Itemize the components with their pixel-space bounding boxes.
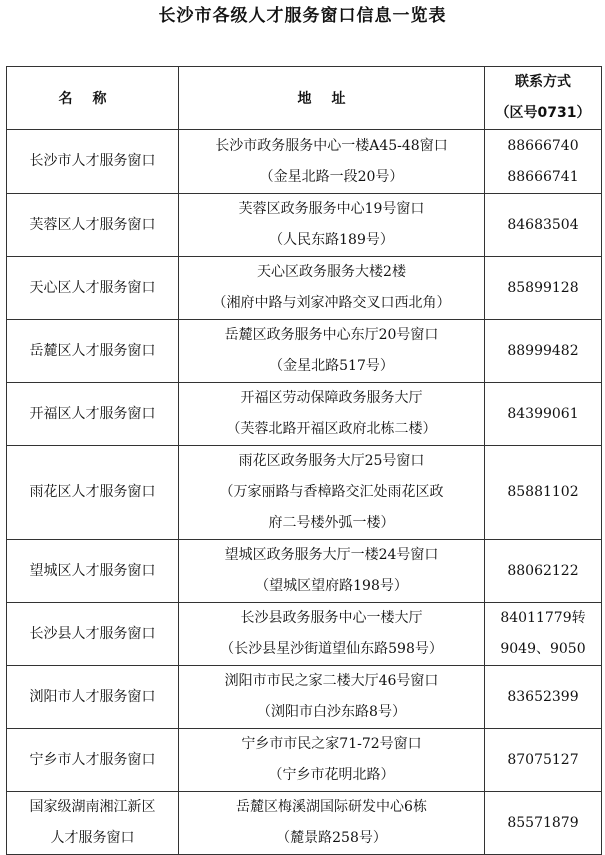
cell-name-line: 开福区人才服务窗口	[29, 405, 156, 422]
table-row	[7, 257, 602, 320]
table-row	[7, 446, 602, 540]
table-row	[7, 603, 602, 666]
cell-phone	[485, 540, 602, 603]
cell-name-line: 望城区人才服务窗口	[29, 562, 156, 579]
cell-phone	[485, 729, 602, 792]
cell-address-line: （芙蓉北路开福区政府北栋二楼）	[226, 421, 437, 437]
table-row	[7, 540, 602, 603]
cell-phone	[485, 130, 602, 194]
cell-phone-line: 88666740	[507, 137, 579, 154]
cell-phone-line: 88999482	[507, 342, 579, 359]
cell-address-line: 长沙县政务服务中心一楼大厅	[240, 610, 423, 626]
cell-address-line: （长沙县星沙街道望仙东路598号）	[220, 641, 443, 657]
cell-address-line: 岳麓区政务服务中心东厅20号窗口	[224, 327, 439, 343]
cell-name-line: 雨花区人才服务窗口	[29, 484, 156, 500]
cell-phone	[485, 194, 602, 257]
cell-phone-line: 83652399	[507, 688, 579, 705]
cell-name	[7, 320, 179, 383]
cell-address-line: （金星北路一段20号）	[259, 168, 404, 185]
cell-name	[7, 257, 179, 320]
header-contact-line2: （区号0731）	[495, 105, 591, 121]
cell-name-line: 岳麓区人才服务窗口	[29, 342, 156, 359]
cell-address-line: 雨花区政务服务大厅25号窗口	[238, 453, 425, 469]
cell-address-line: （金星北路517号）	[269, 358, 394, 374]
cell-phone-line: 85571879	[507, 814, 579, 831]
table-row	[7, 320, 602, 383]
table-row	[7, 729, 602, 792]
cell-address-line: 天心区政务服务大楼2楼	[257, 264, 406, 280]
cell-name-line: 国家级湖南湘江新区	[29, 799, 156, 815]
cell-phone-line: 88666741	[507, 168, 579, 185]
cell-address-line: （浏阳市白沙东路8号）	[257, 704, 406, 720]
cell-address-line: 开福区劳动保障政务服务大厅	[240, 390, 423, 406]
cell-name	[7, 130, 179, 194]
table-row	[7, 130, 602, 194]
cell-name-line: 芙蓉区人才服务窗口	[29, 216, 156, 233]
cell-address-line: （麓景路258号）	[276, 830, 387, 846]
cell-name-line: 人才服务窗口	[50, 830, 135, 846]
cell-address-line: 浏阳市市民之家二楼大厅46号窗口	[224, 673, 439, 689]
table-header-row	[7, 67, 602, 130]
header-contact	[485, 67, 602, 130]
table-row	[7, 666, 602, 729]
cell-phone	[485, 257, 602, 320]
header-contact-line1: 联系方式	[515, 74, 571, 90]
cell-phone-line: 88062122	[507, 562, 579, 579]
cell-address	[179, 666, 485, 729]
cell-address-line: （万家丽路与香樟路交汇处雨花区政	[219, 484, 444, 500]
header-name: 名称	[7, 67, 179, 130]
cell-name	[7, 383, 179, 446]
cell-name-line: 天心区人才服务窗口	[29, 279, 156, 296]
cell-address	[179, 320, 485, 383]
cell-name	[7, 540, 179, 603]
cell-address-line: 岳麓区梅溪湖国际研发中心6栋	[236, 799, 427, 815]
cell-address	[179, 729, 485, 792]
cell-address	[179, 446, 485, 540]
cell-phone-line: 9049、9050	[500, 641, 586, 657]
cell-address-line: 长沙市政务服务中心一楼A45-48窗口	[215, 137, 448, 154]
cell-name-line: 长沙市人才服务窗口	[29, 153, 156, 169]
cell-phone-line: 85881102	[507, 484, 579, 500]
cell-phone	[485, 320, 602, 383]
table-row	[7, 792, 602, 855]
cell-phone-line: 84683504	[507, 216, 579, 233]
cell-phone	[485, 666, 602, 729]
page-title: 长沙市各级人才服务窗口信息一览表	[158, 6, 447, 26]
cell-phone-line: 84011779转	[500, 610, 586, 626]
cell-phone	[485, 603, 602, 666]
cell-address-line: 芙蓉区政务服务中心19号窗口	[238, 201, 425, 217]
cell-address-line: （望城区望府路198号）	[255, 578, 408, 594]
cell-address-line: （人民东路189号）	[269, 232, 394, 248]
cell-phone	[485, 446, 602, 540]
cell-name	[7, 792, 179, 855]
cell-phone-line: 87075127	[507, 751, 579, 768]
cell-address	[179, 194, 485, 257]
cell-name	[7, 446, 179, 540]
talent-service-table	[6, 66, 602, 855]
cell-phone-line: 85899128	[507, 279, 579, 296]
cell-address-line: （湘府中路与刘家冲路交叉口西北角）	[212, 295, 451, 311]
cell-address	[179, 383, 485, 446]
table-row	[7, 194, 602, 257]
cell-name	[7, 603, 179, 666]
cell-address	[179, 792, 485, 855]
cell-address	[179, 257, 485, 320]
cell-address	[179, 540, 485, 603]
header-address: 地址	[179, 67, 485, 130]
cell-name	[7, 194, 179, 257]
cell-address	[179, 130, 485, 194]
cell-name-line: 宁乡市人才服务窗口	[29, 751, 156, 768]
cell-name	[7, 729, 179, 792]
cell-address	[179, 603, 485, 666]
cell-address-line: 府二号楼外弧一楼）	[268, 515, 395, 531]
table-row	[7, 383, 602, 446]
cell-address-line: （宁乡市花明北路）	[268, 767, 395, 783]
cell-name-line: 长沙县人才服务窗口	[29, 625, 156, 642]
cell-address-line: 望城区政务服务大厅一楼24号窗口	[224, 547, 439, 563]
cell-phone	[485, 383, 602, 446]
cell-phone	[485, 792, 602, 855]
cell-name-line: 浏阳市人才服务窗口	[29, 688, 156, 705]
cell-address-line: 宁乡市市民之家71-72号窗口	[241, 736, 422, 752]
cell-name	[7, 666, 179, 729]
cell-phone-line: 84399061	[507, 405, 579, 422]
